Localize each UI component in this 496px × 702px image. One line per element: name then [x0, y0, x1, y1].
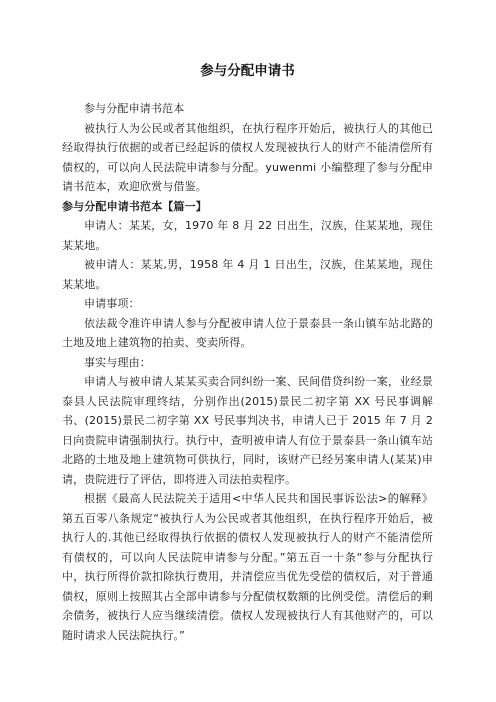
paragraph-legal-basis: 根据《最高人民法院关于适用<中华人民共和国民事诉讼法>的解释》第五百零八条规定“被执行人为公民或者其他组织，在执行程序开始后，被执行人的.其他已经取得执行依据的债权人发现被执行人的财产不能清偿所有债权的，可以向人民法院申请参与分配。”第五百一十条“参与分配执行中，执行所得价款扣除执行费用，并清偿应当优先受偿的债权后，对于普通债权，原则上按照其占全部申请参与分配债权数额的比例受偿。清偿后的剩余债务，被执行人应当继续清偿。债权人发现被执行人有其他财产的，可以随时请求人民法院执行。” [62, 492, 433, 642]
section-heading: 参与分配申请书范本【篇一】 [62, 199, 207, 213]
document-body [62, 99, 433, 645]
paragraph-facts: 申请人与被申请人某某买卖合同纠纷一案、民间借贷纠纷一案，业经景泰县人民法院审理终结，分别作出(2015)景民二初字第 XX 号民事调解书、(2015)景民二初字第 XX 号民事判决书，申请人已于 2015 年 7 月 2 日向贵院申请强制执行。执行中，查明被申请人有位于景泰县一条山镇车站北路的土地及地上建筑物可供执行，同时，该财产已经另案申请人(某某)申请，贵院进行了评估，即将进入司法拍卖程序。 [62, 375, 433, 486]
paragraph-applicant: 申请人：某某，女，1970 年 8 月 22 日出生，汉族，住某某地，现住某某地。 [62, 219, 433, 252]
paragraph-respondent: 被申请人：某某,男，1958 年 4 月 1 日出生，汉族，住某某地，现住某某地。 [62, 258, 433, 291]
paragraph-request-label: 申请事项： [84, 297, 140, 310]
paragraph-intro-title: 参与分配申请书范本 [84, 102, 185, 115]
paragraph-intro: 被执行人为公民或者其他组织，在执行程序开始后，被执行人的其他已经取得执行依据的或者已经起诉的债权人发现被执行人的财产不能清偿所有债权的，可以向人民法院申请参与分配。yuwenmi 小编整理了参与分配申请书范本，欢迎欣赏与借鉴。 [62, 121, 433, 193]
paragraph-request: 依法裁令准许申请人参与分配被申请人位于景泰县一条山镇车站北路的土地及地上建筑物的拍卖、变卖所得。 [62, 316, 433, 349]
paragraph-facts-label: 事实与理由： [84, 355, 151, 369]
document-title: 参与分配申请书 [200, 63, 295, 79]
